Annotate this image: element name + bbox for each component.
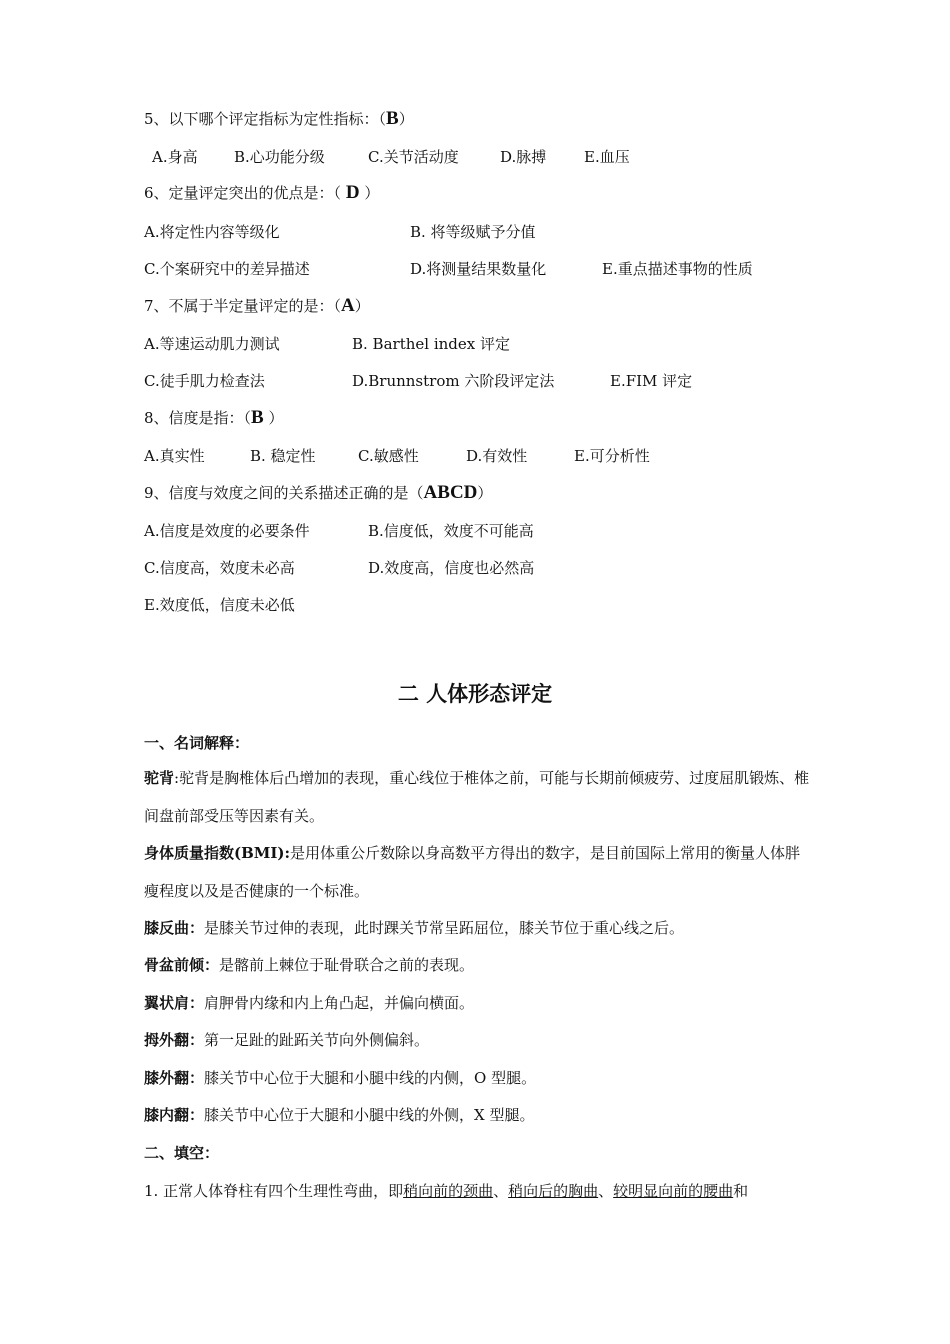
option-e: E.FIM 评定 <box>610 372 693 390</box>
option-d: D.脉搏 <box>500 148 547 166</box>
option-b: B. Barthel index 评定 <box>352 335 510 353</box>
fill-answer-3: 较明显向前的腰曲 <box>613 1182 734 1200</box>
option-d: D.将测量结果数量化 <box>410 260 547 278</box>
option-e: E.重点描述事物的性质 <box>602 260 753 278</box>
term-winged-scapula: 翼状肩：肩胛骨内缘和内上角凸起，并偏向横面。 <box>144 994 475 1012</box>
term-label: 翼状肩 <box>144 994 190 1012</box>
option-a: A.身高 <box>152 148 198 166</box>
term-genu-recurvatum: 膝反曲：是膝关节过伸的表现，此时踝关节常呈跖屈位，膝关节位于重心线之后。 <box>144 919 685 937</box>
term-label: 膝反曲 <box>144 919 190 937</box>
question-9-answer: ABCD <box>423 482 478 503</box>
question-7-answer: A <box>341 295 355 316</box>
term-definition: 是髂前上棘位于耻骨联合之前的表现。 <box>219 956 475 974</box>
chapter-title: 二 人体形态评定 <box>397 681 553 706</box>
fill-item-1: 1. 正常人体脊柱有四个生理性弯曲，即稍向前的颈曲、稍向后的胸曲、较明显向前的腰曲和 <box>144 1182 749 1200</box>
option-c: C.徒手肌力检查法 <box>144 372 265 390</box>
term-label: 身体质量指数(BMI) <box>144 844 285 862</box>
option-c: C.信度高，效度未必高 <box>144 559 295 577</box>
option-d: D.有效性 <box>466 447 528 465</box>
option-d: D.效度高，信度也必然高 <box>368 559 535 577</box>
question-5-answer: B <box>386 108 399 129</box>
section-heading-fill-blank: 二、填空： <box>144 1144 220 1162</box>
option-e: E.可分析性 <box>574 447 650 465</box>
option-a: A.信度是效度的必要条件 <box>144 522 310 540</box>
term-label: 膝外翻 <box>144 1069 190 1087</box>
option-c: C.个案研究中的差异描述 <box>144 260 310 278</box>
fill-answer-1: 稍向前的颈曲 <box>403 1182 494 1200</box>
term-bmi: 身体质量指数(BMI):是用体重公斤数除以身高数平方得出的数字，是目前国际上常用的衡量人体胖瘦程度以及是否健康的一个标准。 <box>144 844 801 900</box>
term-hallux-valgus: 拇外翻：第一足趾的趾跖关节向外侧偏斜。 <box>144 1031 430 1049</box>
question-9-stem: 9、信度与效度之间的关系描述正确的是（ABCD） <box>144 482 493 503</box>
section-heading-definitions: 一、名词解释： <box>144 734 250 752</box>
option-a: A.等速运动肌力测试 <box>144 335 280 353</box>
term-kyphosis: 驼背:驼背是胸椎体后凸增加的表现，重心线位于椎体之前，可能与长期前倾疲劳、过度屈肌锻炼、椎间盘前部受压等因素有关。 <box>144 769 810 825</box>
option-d: D.Brunnstrom 六阶段评定法 <box>352 372 555 390</box>
option-a: A.将定性内容等级化 <box>144 223 280 241</box>
term-label: 驼背 <box>144 769 175 787</box>
option-b: B. 稳定性 <box>250 447 316 465</box>
option-b: B.信度低，效度不可能高 <box>368 522 534 540</box>
term-label: 骨盆前倾 <box>144 956 205 974</box>
term-genu-varum: 膝内翻：膝关节中心位于大腿和小腿中线的外侧，X 型腿。 <box>144 1106 535 1124</box>
term-definition: 肩胛骨内缘和内上角凸起，并偏向横面。 <box>204 994 475 1012</box>
term-genu-valgum: 膝外翻：膝关节中心位于大腿和小腿中线的内侧，O 型腿。 <box>144 1069 537 1087</box>
option-e: E.效度低，信度未必低 <box>144 596 295 614</box>
term-label: 膝内翻 <box>144 1106 190 1124</box>
term-definition: 驼背是胸椎体后凸增加的表现，重心线位于椎体之前，可能与长期前倾疲劳、过度屈肌锻炼、椎间盘前部受压等因素有关。 <box>144 769 810 825</box>
option-a: A.真实性 <box>144 447 205 465</box>
question-5-stem: 5、以下哪个评定指标为定性指标：（B） <box>144 108 414 129</box>
term-definition: 膝关节中心位于大腿和小腿中线的外侧，X 型腿。 <box>204 1106 535 1124</box>
option-b: B.心功能分级 <box>234 148 325 166</box>
term-definition: 是膝关节过伸的表现，此时踝关节常呈跖屈位，膝关节位于重心线之后。 <box>204 919 685 937</box>
term-label: 拇外翻 <box>144 1031 190 1049</box>
term-definition: 第一足趾的趾跖关节向外侧偏斜。 <box>204 1031 430 1049</box>
option-c: C.敏感性 <box>358 447 419 465</box>
option-c: C.关节活动度 <box>368 148 459 166</box>
question-6-stem: 6、定量评定突出的优点是：（ D ） <box>144 182 380 203</box>
option-b: B. 将等级赋予分值 <box>410 223 536 241</box>
term-definition: 膝关节中心位于大腿和小腿中线的内侧，O 型腿。 <box>204 1069 537 1087</box>
option-e: E.血压 <box>584 148 630 166</box>
question-6-answer: D <box>345 182 360 203</box>
fill-answer-2: 稍向后的胸曲 <box>508 1182 599 1200</box>
question-8-answer: B <box>251 407 264 428</box>
question-8-stem: 8、信度是指：（B ） <box>144 407 284 428</box>
question-7-stem: 7、不属于半定量评定的是：（A） <box>144 295 370 316</box>
term-pelvic-tilt: 骨盆前倾：是髂前上棘位于耻骨联合之前的表现。 <box>144 956 475 974</box>
term-definition: 是用体重公斤数除以身高数平方得出的数字，是目前国际上常用的衡量人体胖瘦程度以及是否健康的一个标准。 <box>144 844 801 900</box>
